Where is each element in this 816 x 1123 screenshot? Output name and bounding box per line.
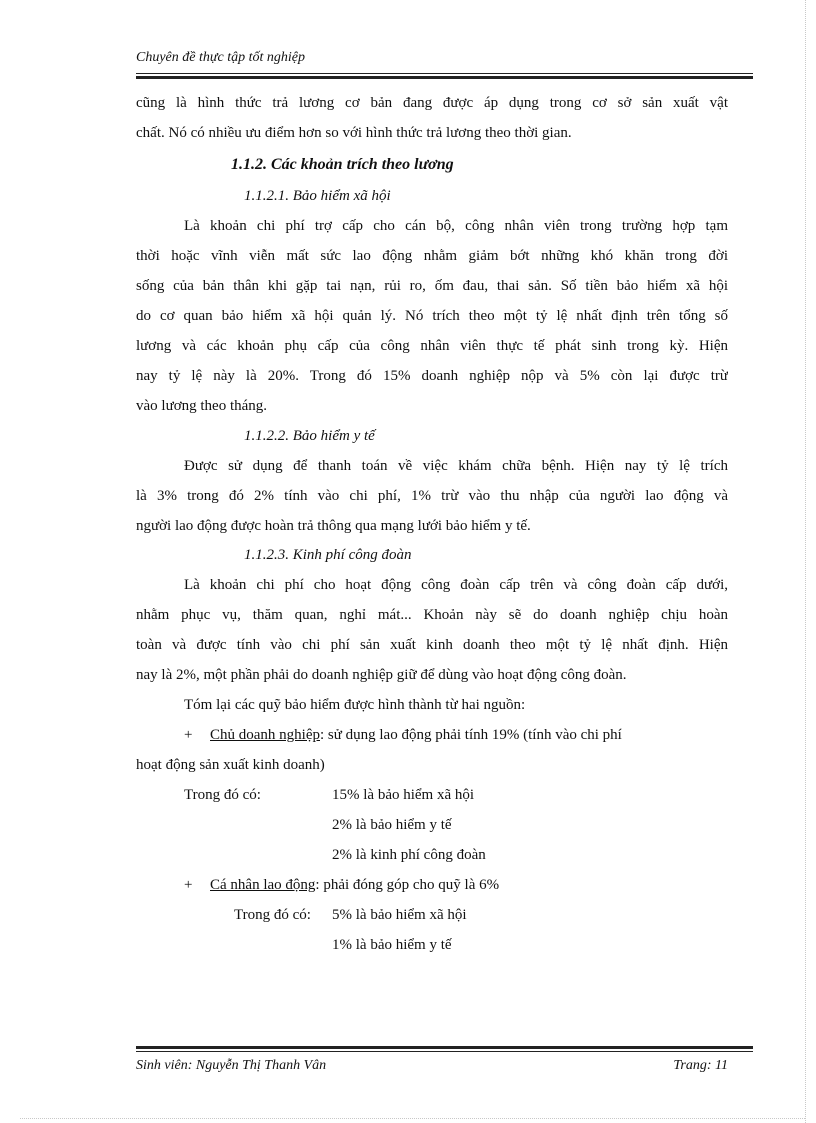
kpcd-line-1: Là khoản chi phí cho hoạt động công đoàn cấp trên và công đoàn cấp dưới,	[184, 577, 728, 593]
employer-line-1	[210, 720, 728, 750]
summary-line: Tóm lại các quỹ bảo hiểm được hình thành từ hai nguồn:	[184, 697, 526, 713]
employee-text: : phải đóng góp cho quỹ là 6%	[315, 877, 500, 893]
kpcd-line-2: nhằm phục vụ, thăm quan, nghỉ mát... Khoản này sẽ do doanh nghiệp chịu hoàn	[136, 607, 728, 623]
employer-bullet: +	[184, 727, 193, 743]
bhxh-line-7: vào lương theo tháng.	[136, 398, 268, 414]
footer-page-number: Trang: 11	[673, 1058, 728, 1073]
page-edge-right	[805, 0, 806, 1123]
bhxh-line-4: do cơ quan bảo hiểm xã hội quản lý. Nó trích theo một tỷ lệ nhất định trên tổng số	[136, 308, 728, 324]
bhyt-line-3: người lao động được hoàn trả thông qua mạng lưới bảo hiểm y tế.	[136, 518, 531, 534]
employer-breakdown-2: 2% là bảo hiểm y tế	[332, 817, 452, 833]
bhxh-line-2: thời hoặc vĩnh viễn mất sức lao động nhằm giảm bớt những khó khăn trong đời	[136, 248, 728, 264]
section-heading: 1.1.2. Các khoản trích theo lương	[231, 156, 454, 173]
bhyt-heading: 1.1.2.2. Bảo hiểm y tế	[244, 428, 375, 444]
employer-breakdown-3: 2% là kinh phí công đoàn	[332, 847, 486, 863]
employee-breakdown-label: Trong đó có:	[234, 907, 311, 923]
header-rule-thin	[136, 73, 753, 74]
bhxh-heading: 1.1.2.1. Bảo hiểm xã hội	[244, 188, 391, 204]
employer-text: : sử dụng lao động phải tính 19% (tính vào chi phí	[320, 727, 622, 743]
bhyt-line-2: là 3% trong đó 2% tính vào chi phí, 1% trừ vào thu nhập của người lao động và	[136, 488, 728, 504]
bhyt-line-1: Được sử dụng để thanh toán về việc khám chữa bệnh. Hiện nay tỷ lệ trích	[184, 458, 728, 474]
employer-line-2: hoạt động sản xuất kinh doanh)	[136, 757, 325, 773]
employee-breakdown-1: 5% là bảo hiểm xã hội	[332, 907, 467, 923]
intro-line-2: chất. Nó có nhiều ưu điểm hơn so với hình thức trả lương theo thời gian.	[136, 125, 572, 141]
employee-breakdown-2: 1% là bảo hiểm y tế	[332, 937, 452, 953]
footer-rule-thick	[136, 1046, 753, 1049]
employer-label: Chủ doanh nghiệp	[210, 727, 320, 743]
employer-breakdown-label: Trong đó có:	[184, 787, 261, 803]
bhxh-line-5: lương và các khoản phụ cấp của công nhân viên thực tế phát sinh trong kỳ. Hiện	[136, 338, 728, 354]
bhxh-line-1: Là khoản chi phí trợ cấp cho cán bộ, công nhân viên trong trường hợp tạm	[184, 218, 728, 234]
header-rule-thick	[136, 76, 753, 79]
bhxh-line-6: nay tỷ lệ này là 20%. Trong đó 15% doanh nghiệp nộp và 5% còn lại được trừ	[136, 368, 728, 384]
footer-rule-thin	[136, 1051, 753, 1052]
intro-line-1: cũng là hình thức trả lương cơ bản đang được áp dụng trong cơ sở sản xuất vật	[136, 95, 728, 111]
employee-line	[210, 870, 728, 900]
page-edge-bottom	[20, 1118, 805, 1119]
employer-breakdown-1: 15% là bảo hiểm xã hội	[332, 787, 475, 803]
kpcd-line-4: nay là 2%, một phần phải do doanh nghiệp giữ để dùng vào hoạt động công đoàn.	[136, 667, 627, 683]
kpcd-heading: 1.1.2.3. Kinh phí công đoàn	[244, 547, 412, 563]
kpcd-line-3: toàn và được tính vào chi phí sản xuất kinh doanh theo một tỷ lệ nhất định. Hiện	[136, 637, 728, 653]
footer-student: Sinh viên: Nguyễn Thị Thanh Vân	[136, 1058, 327, 1073]
employee-bullet: +	[184, 877, 193, 893]
employee-label: Cá nhân lao động	[210, 877, 316, 893]
bhxh-line-3: sống của bản thân khi gặp tai nạn, rủi ro, ốm đau, thai sản. Số tiền bảo hiểm xã hội	[136, 278, 728, 294]
header-title: Chuyên đề thực tập tốt nghiệp	[136, 50, 305, 65]
